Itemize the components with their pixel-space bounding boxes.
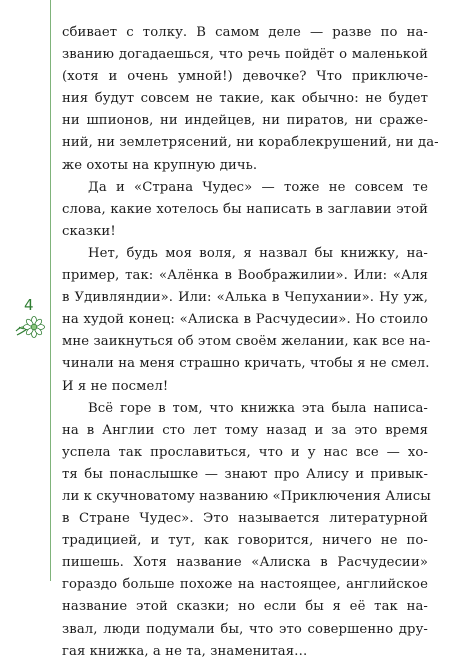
text-line: звал, люди подумали бы, что это совершенно дру- — [62, 621, 428, 637]
page-number: 4 — [24, 296, 34, 314]
text-line: Да и «Страна Чудес» — тоже не совсем те — [88, 179, 428, 195]
text-line: мне заикнуться об этом своём желании, как все на- — [62, 334, 431, 350]
text-line: тя бы понаслышке — знают про Алису и привык- — [62, 466, 428, 482]
text-line: (хотя и очень умной!) девочке? Что приключе- — [62, 69, 428, 85]
text-line: на худой конец: «Алиска в Расчудесии». Но стоило — [62, 312, 428, 328]
text-line: гая книжка, а не та, знаменитая… — [62, 643, 308, 659]
page-text — [62, 22, 439, 663]
text-line: И я не посмел! — [62, 378, 169, 394]
text-line: ли к скучноватому названию «Приключения Алисы — [62, 488, 431, 504]
text-line: название этой сказки; но если бы я её так на- — [62, 599, 428, 615]
text-line: Всё горе в том, что книжка эта была написа- — [88, 400, 428, 416]
text-line: званию догадаешься, что речь пойдёт о маленькой — [62, 47, 428, 63]
text-line: гораздо больше похоже на настоящее, английское — [62, 577, 428, 593]
margin-rule — [50, 0, 51, 581]
text-line: сбивает с толку. В самом деле — разве по на- — [62, 25, 428, 40]
text-line: успела так прославиться, что и у нас все — хо- — [62, 444, 428, 460]
text-line: в Удивляндии». Или: «Алька в Чепухании». Ну уж, — [62, 290, 428, 306]
text-line: ний, ни землетрясений, ни кораблекрушений, ни да- — [62, 135, 439, 151]
text-line: сказки! — [62, 223, 116, 239]
text-line: чинали на меня страшно кричать, чтобы я не смел. — [62, 356, 430, 372]
text-line: в Стране Чудес». Это называется литературной — [62, 511, 428, 527]
daisy-flower-icon — [14, 315, 48, 339]
paragraph — [62, 398, 431, 663]
text-line: ни шпионов, ни индейцев, ни пиратов, ни сраже- — [62, 113, 428, 129]
text-line: пример, так: «Алёнка в Воображилии». Или: «Аля — [62, 268, 428, 284]
paragraph — [62, 22, 439, 177]
text-line: слова, какие хотелось бы написать в заглавии этой — [62, 201, 428, 217]
paragraph — [62, 243, 431, 398]
text-line: Нет, будь моя воля, я назвал бы книжку, на- — [88, 245, 428, 261]
paragraph — [62, 177, 428, 243]
text-line: же охоты на крупную дичь. — [62, 157, 258, 173]
text-line: на в Англии сто лет тому назад и за это время — [62, 422, 428, 438]
text-line: традицией, и тут, как говорится, ничего не по- — [62, 533, 428, 549]
text-line: ния будут совсем не такие, как обычно: не будет — [62, 91, 428, 107]
text-line: пишешь. Хотя название «Алиска в Расчудесии» — [62, 555, 428, 571]
